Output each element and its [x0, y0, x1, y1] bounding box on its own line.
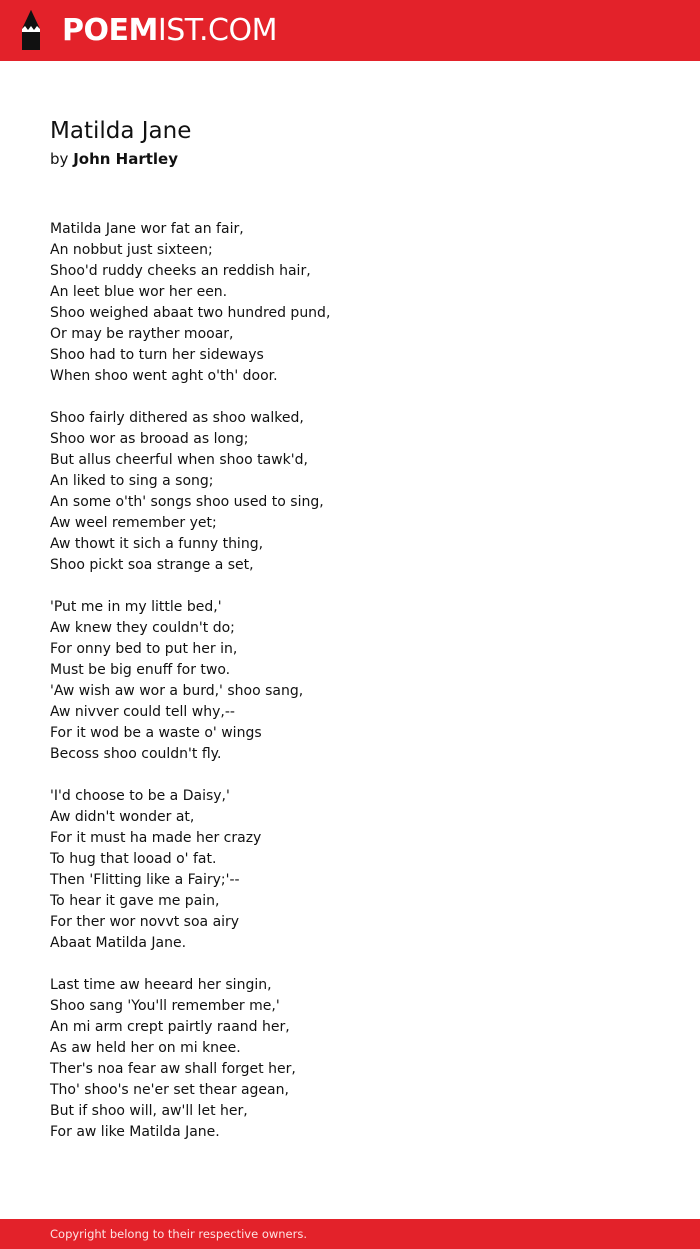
poem-line: Aw didn't wonder at,: [50, 809, 195, 825]
stanza: [50, 597, 650, 765]
poem-line: To hug that looad o' fat.: [50, 851, 217, 867]
poem-line: For aw like Matilda Jane.: [50, 1124, 220, 1140]
by-label: by: [50, 150, 69, 168]
poem-line: An leet blue wor her een.: [50, 284, 228, 300]
site-header: [0, 0, 700, 61]
poem-line: Aw thowt it sich a funny thing,: [50, 536, 264, 552]
stanza: [50, 786, 650, 954]
poem-line: Last time aw heeard her singin,: [50, 977, 272, 993]
poem-line: Must be big enuff for two.: [50, 662, 231, 678]
poem-line: Aw weel remember yet;: [50, 515, 217, 531]
poem-line: As aw held her on mi knee.: [50, 1040, 241, 1056]
poem-line: An mi arm crept pairtly raand her,: [50, 1019, 290, 1035]
copyright-notice: Copyright belong to their respective owners.: [50, 1227, 308, 1241]
poem-line: Aw knew they couldn't do;: [50, 620, 235, 636]
pencil-tip-icon[interactable]: [18, 9, 44, 51]
byline: [50, 148, 178, 170]
stanza: [50, 219, 650, 387]
brand-bold: POEM: [62, 13, 158, 48]
poem-line: Or may be rayther mooar,: [50, 326, 234, 342]
stanza: [50, 975, 650, 1143]
poem-line: But if shoo will, aw'll let her,: [50, 1103, 248, 1119]
poem-line: Shoo weighed abaat two hundred pund,: [50, 305, 331, 321]
poem-line: Ther's noa fear aw shall forget her,: [50, 1061, 296, 1077]
poem-line: Shoo fairly dithered as shoo walked,: [50, 410, 304, 426]
poem-line: Shoo wor as brooad as long;: [50, 431, 249, 447]
poem-line: When shoo went aght o'th' door.: [50, 368, 278, 384]
poem-line: But allus cheerful when shoo tawk'd,: [50, 452, 308, 468]
poem-title: Matilda Jane: [50, 118, 192, 144]
poem-body: [50, 219, 650, 1164]
poem-line: 'Put me in my little bed,': [50, 599, 222, 615]
poem-line: To hear it gave me pain,: [50, 893, 220, 909]
poem-line: Then 'Flitting like a Fairy;'--: [50, 872, 240, 888]
poem-line: For onny bed to put her in,: [50, 641, 238, 657]
poem-line: Becoss shoo couldn't fly.: [50, 746, 222, 762]
author-name: John Hartley: [73, 150, 178, 168]
poem-line: Aw nivver could tell why,--: [50, 704, 235, 720]
poem-line: 'I'd choose to be a Daisy,': [50, 788, 230, 804]
brand-rest: IST.COM: [157, 13, 277, 48]
poem-line: Shoo sang 'You'll remember me,': [50, 998, 280, 1014]
poem-line: Tho' shoo's ne'er set thear agean,: [50, 1082, 289, 1098]
poem-line: An some o'th' songs shoo used to sing,: [50, 494, 324, 510]
poem-line: For it must ha made her crazy: [50, 830, 262, 846]
poem-line: An liked to sing a song;: [50, 473, 214, 489]
poem-line: An nobbut just sixteen;: [50, 242, 213, 258]
poem-line: For ther wor novvt soa airy: [50, 914, 240, 930]
poem-line: Shoo'd ruddy cheeks an reddish hair,: [50, 263, 311, 279]
poem-line: Matilda Jane wor fat an fair,: [50, 221, 244, 237]
poem-line: Abaat Matilda Jane.: [50, 935, 187, 951]
poem-line: 'Aw wish aw wor a burd,' shoo sang,: [50, 683, 304, 699]
poem-line: Shoo pickt soa strange a set,: [50, 557, 254, 573]
stanza: [50, 408, 650, 576]
poem-line: For it wod be a waste o' wings: [50, 725, 262, 741]
site-footer: [0, 1219, 700, 1249]
site-logo-text[interactable]: [62, 12, 277, 50]
poem-line: Shoo had to turn her sideways: [50, 347, 264, 363]
